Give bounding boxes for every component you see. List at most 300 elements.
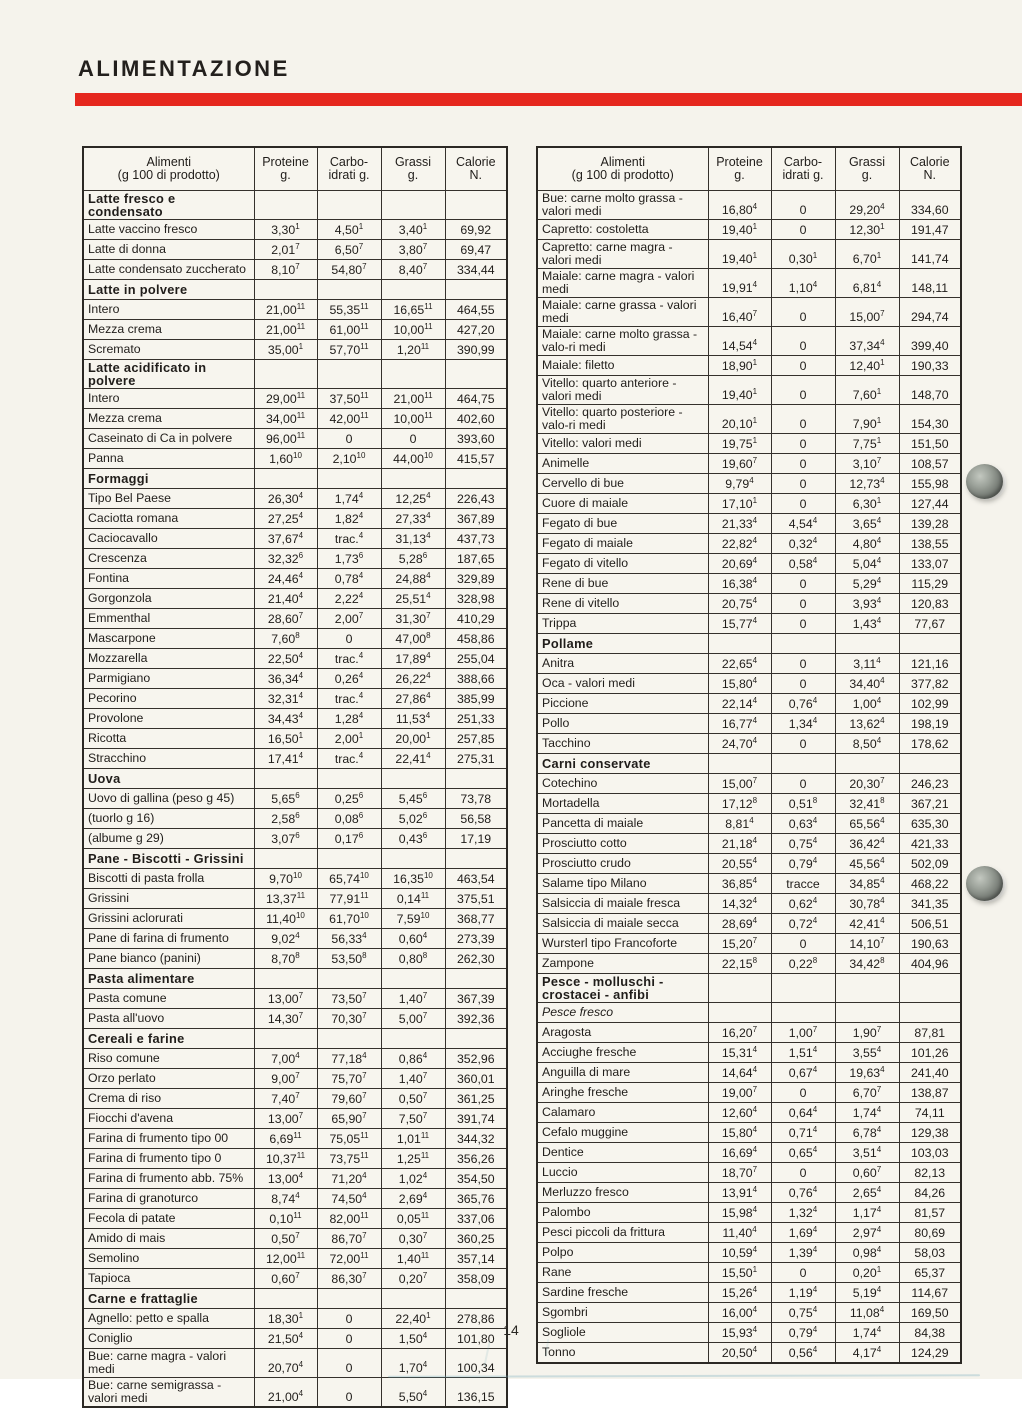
footnote-marker: 4 — [812, 855, 818, 865]
calories-cell: 275,31 — [445, 749, 507, 769]
footnote-marker: 10 — [295, 910, 305, 920]
footnote-marker: 1 — [876, 415, 882, 425]
footnote-marker: 4 — [812, 1104, 818, 1114]
section-label-cell: Pesce - molluschi - crostacei - anfibi — [537, 974, 708, 1003]
footnote-marker: 7 — [876, 1084, 882, 1094]
food-name-cell: Maiale: carne grassa - valori medi — [537, 298, 708, 327]
table-row — [83, 589, 507, 609]
table-row — [83, 829, 507, 849]
footnote-marker: 4 — [752, 1324, 758, 1334]
fat-cell: 1,70$^4$ — [381, 1349, 445, 1378]
calories-cell: 108,57 — [899, 454, 961, 474]
empty-cell — [899, 754, 961, 774]
food-name-cell: Polpo — [537, 1243, 708, 1263]
footnote-marker: 4 — [880, 201, 885, 211]
footnote-marker: 4 — [426, 690, 431, 700]
protein-cell: 3,07$^6$ — [254, 829, 317, 849]
footnote-marker: 1 — [422, 221, 428, 231]
fat-cell: 1,40$^7$ — [381, 989, 445, 1009]
food-name-cell: Fiocchi d'avena — [83, 1109, 254, 1129]
protein-cell: 9,70$^{10}$ — [254, 869, 317, 889]
carbs-cell: 0,25$^6$ — [317, 789, 381, 809]
fat-cell: 4,80$^4$ — [835, 534, 899, 554]
protein-cell: 7,60$^8$ — [254, 629, 317, 649]
footnote-marker: 7 — [358, 241, 364, 251]
food-name-cell: Vitello: valori medi — [537, 434, 708, 454]
footnote-marker: 7 — [362, 1270, 367, 1280]
fat-cell: 20,00$^1$ — [381, 729, 445, 749]
food-name-cell: Riso comune — [83, 1049, 254, 1069]
footnote-marker: 4 — [876, 1144, 882, 1154]
table-row — [83, 889, 507, 909]
footnote-marker: 1 — [426, 730, 431, 740]
protein-cell: 34,43$^4$ — [254, 709, 317, 729]
footnote-marker: 4 — [358, 490, 364, 500]
table-row — [537, 1063, 961, 1083]
food-name-cell: Caciocavallo — [83, 529, 254, 549]
empty-cell — [771, 634, 835, 654]
column-header: Calorie N. — [899, 147, 961, 191]
fat-cell: 11,08$^4$ — [835, 1303, 899, 1323]
calories-cell: 468,22 — [899, 874, 961, 894]
carbs-cell: 0 — [317, 629, 381, 649]
table-row — [537, 1243, 961, 1263]
calories-cell: 69,47 — [445, 240, 507, 260]
footnote-marker: 1 — [880, 357, 885, 367]
table-row — [537, 327, 961, 356]
carbs-cell: 61,00$^{11}$ — [317, 320, 381, 340]
food-name-cell: Vitello: quarto posteriore - valo-ri medi — [537, 405, 708, 434]
calories-cell: 226,43 — [445, 489, 507, 509]
fat-cell: 17,89$^4$ — [381, 649, 445, 669]
fat-cell: 30,78$^4$ — [835, 894, 899, 914]
footnote-marker: 11 — [424, 321, 433, 331]
table-section-row — [83, 1289, 507, 1309]
fat-cell: 5,02$^6$ — [381, 809, 445, 829]
empty-cell — [254, 191, 317, 220]
fat-cell: 0,60$^4$ — [381, 929, 445, 949]
carbs-cell: 61,70$^{10}$ — [317, 909, 381, 929]
fat-cell: 3,11$^4$ — [835, 654, 899, 674]
calories-cell: 360,25 — [445, 1229, 507, 1249]
protein-cell: 14,32$^4$ — [708, 894, 771, 914]
protein-cell: 19,40$^1$ — [708, 240, 771, 269]
carbs-cell: 86,30$^7$ — [317, 1269, 381, 1289]
footnote-marker: 4 — [422, 1330, 428, 1340]
calories-cell: 101,26 — [899, 1043, 961, 1063]
column-header: Carbo- idrati g. — [771, 147, 835, 191]
carbs-cell: 1,73$^6$ — [317, 549, 381, 569]
calories-cell: 81,57 — [899, 1203, 961, 1223]
food-name-cell: Sardine fresche — [537, 1283, 708, 1303]
calories-cell: 392,36 — [445, 1009, 507, 1029]
table-row — [83, 1069, 507, 1089]
calories-cell: 358,09 — [445, 1269, 507, 1289]
carbs-cell: 0 — [771, 220, 835, 240]
fat-cell: 8,40$^7$ — [381, 260, 445, 280]
fat-cell: 0,60$^7$ — [835, 1163, 899, 1183]
carbs-cell: 0,78$^4$ — [317, 569, 381, 589]
empty-cell — [771, 974, 835, 1003]
fat-cell: 0,30$^7$ — [381, 1229, 445, 1249]
fat-cell: 3,93$^4$ — [835, 594, 899, 614]
footnote-marker: 4 — [752, 1044, 758, 1054]
protein-cell: 13,37$^{11}$ — [254, 889, 317, 909]
footnote-marker: 4 — [752, 575, 758, 585]
fat-cell: 47,00$^8$ — [381, 629, 445, 649]
table-row — [537, 376, 961, 405]
table-section-row — [83, 280, 507, 300]
footnote-marker: 7 — [752, 775, 758, 785]
table-row — [537, 405, 961, 434]
column-header: Carbo- idrati g. — [317, 147, 381, 191]
empty-cell — [899, 634, 961, 654]
fat-cell: 0,86$^4$ — [381, 1049, 445, 1069]
fat-cell: 12,25$^4$ — [381, 489, 445, 509]
footnote-marker: 4 — [876, 575, 882, 585]
table-header-row — [83, 147, 507, 191]
calories-cell: 82,13 — [899, 1163, 961, 1183]
protein-cell: 20,10$^1$ — [708, 405, 771, 434]
carbs-cell: 1,39$^4$ — [771, 1243, 835, 1263]
fat-cell: 1,25$^{11}$ — [381, 1149, 445, 1169]
footnote-marker: 11 — [360, 1130, 369, 1140]
protein-cell: 16,50$^1$ — [254, 729, 317, 749]
calories-cell: 368,77 — [445, 909, 507, 929]
footnote-marker: 4 — [752, 615, 758, 625]
empty-cell — [317, 280, 381, 300]
food-name-cell: (albume g 29) — [83, 829, 254, 849]
carbs-cell: 0,75$^4$ — [771, 834, 835, 854]
protein-cell: 27,25$^4$ — [254, 509, 317, 529]
calories-cell: 129,38 — [899, 1123, 961, 1143]
footnote-marker: 4 — [426, 570, 431, 580]
calories-cell: 375,51 — [445, 889, 507, 909]
calories-cell: 367,21 — [899, 794, 961, 814]
table-row — [83, 1378, 507, 1408]
footnote-marker: 4 — [812, 815, 818, 825]
footnote-marker: 4 — [752, 535, 758, 545]
footnote-marker: 4 — [358, 590, 364, 600]
table-row — [83, 240, 507, 260]
calories-cell: 337,06 — [445, 1209, 507, 1229]
footnote-marker: 7 — [812, 1024, 818, 1034]
footnote-marker: 11 — [424, 390, 433, 400]
footnote-marker: 4 — [752, 1104, 758, 1114]
table-row — [537, 474, 961, 494]
carbs-cell: 73,75$^{11}$ — [317, 1149, 381, 1169]
footnote-marker: 11 — [360, 321, 369, 331]
empty-cell — [381, 849, 445, 869]
footnote-marker: 4 — [298, 490, 304, 500]
protein-cell: 12,60$^4$ — [708, 1103, 771, 1123]
table-row — [537, 614, 961, 634]
fat-cell: 34,85$^4$ — [835, 874, 899, 894]
footnote-marker: 11 — [360, 1150, 369, 1160]
food-name-cell: Zampone — [537, 954, 708, 974]
fat-cell: 1,43$^4$ — [835, 614, 899, 634]
table-row — [537, 534, 961, 554]
food-name-cell: Aringhe fresche — [537, 1083, 708, 1103]
protein-cell: 17,12$^8$ — [708, 794, 771, 814]
protein-cell: 18,70$^7$ — [708, 1163, 771, 1183]
food-name-cell: Scremato — [83, 340, 254, 360]
table-row — [83, 569, 507, 589]
footnote-marker: 7 — [880, 308, 885, 318]
calories-cell: 437,73 — [445, 529, 507, 549]
protein-cell: 19,60$^7$ — [708, 454, 771, 474]
fat-cell: 10,00$^{11}$ — [381, 409, 445, 429]
section-label-cell: Carni conservate — [537, 754, 708, 774]
food-name-cell: Amido di mais — [83, 1229, 254, 1249]
table-row — [83, 1169, 507, 1189]
carbs-cell: 72,00$^{11}$ — [317, 1249, 381, 1269]
table-row — [537, 494, 961, 514]
calories-cell: 257,85 — [445, 729, 507, 749]
table-row — [83, 340, 507, 360]
carbs-cell: 0 — [317, 1309, 381, 1329]
table-row — [83, 529, 507, 549]
footnote-marker: 4 — [812, 1284, 818, 1294]
empty-cell — [381, 769, 445, 789]
fat-cell: 16,65$^{11}$ — [381, 300, 445, 320]
footnote-marker: 4 — [752, 675, 758, 685]
food-name-cell: Oca - valori medi — [537, 674, 708, 694]
fat-cell: 34,40$^4$ — [835, 674, 899, 694]
food-name-cell: Pane di farina di frumento — [83, 929, 254, 949]
empty-cell — [445, 191, 507, 220]
food-name-cell: Bue: carne magra - valori medi — [83, 1349, 254, 1378]
footnote-marker: 6 — [295, 830, 300, 840]
footnote-marker: 7 — [422, 261, 428, 271]
footnote-marker: 4 — [880, 475, 885, 485]
carbs-cell: 0 — [771, 454, 835, 474]
calories-cell: 154,30 — [899, 405, 961, 434]
food-name-cell: Pancetta di maiale — [537, 814, 708, 834]
protein-cell: 18,30$^1$ — [254, 1309, 317, 1329]
footnote-marker: 8 — [880, 795, 885, 805]
calories-cell: 365,76 — [445, 1189, 507, 1209]
fat-cell: 5,45$^6$ — [381, 789, 445, 809]
footnote-marker: 4 — [812, 515, 818, 525]
protein-cell: 1,60$^{10}$ — [254, 449, 317, 469]
carbs-cell: 0,79$^4$ — [771, 1323, 835, 1343]
table-section-row — [83, 769, 507, 789]
footnote-marker: 4 — [749, 475, 754, 485]
food-name-cell: Wursterl tipo Francoforte — [537, 934, 708, 954]
footnote-marker: 4 — [880, 915, 885, 925]
table-row — [537, 734, 961, 754]
protein-cell: 32,32$^6$ — [254, 549, 317, 569]
footnote-marker: 11 — [296, 301, 306, 311]
protein-cell: 36,85$^4$ — [708, 874, 771, 894]
carbs-cell: 0,32$^4$ — [771, 534, 835, 554]
protein-cell: 29,00$^{11}$ — [254, 389, 317, 409]
empty-cell — [835, 974, 899, 1003]
binder-rivet-bottom-icon — [966, 866, 1003, 901]
fat-cell: 0,43$^6$ — [381, 829, 445, 849]
footnote-marker: 11 — [296, 1150, 306, 1160]
carbs-cell: 0 — [771, 356, 835, 376]
nutrition-table-right — [536, 146, 962, 1364]
footnote-marker: 4 — [752, 1284, 758, 1294]
protein-cell: 17,10$^1$ — [708, 494, 771, 514]
fat-cell: 2,69$^4$ — [381, 1189, 445, 1209]
fat-cell: 1,74$^4$ — [835, 1323, 899, 1343]
carbs-cell: 73,50$^7$ — [317, 989, 381, 1009]
protein-cell: 21,50$^4$ — [254, 1329, 317, 1349]
protein-cell: 15,26$^4$ — [708, 1283, 771, 1303]
food-name-cell: Fontina — [83, 569, 254, 589]
section-label-cell: Carne e frattaglie — [83, 1289, 254, 1309]
table-row — [537, 1023, 961, 1043]
table-row — [83, 1149, 507, 1169]
food-name-cell: Bue: carne semigrassa - valori medi — [83, 1378, 254, 1408]
table-section-row — [83, 360, 507, 389]
calories-cell: 102,99 — [899, 694, 961, 714]
fat-cell: 5,28$^6$ — [381, 549, 445, 569]
footnote-marker: 4 — [752, 595, 758, 605]
food-name-cell: Farina di frumento abb. 75% — [83, 1169, 254, 1189]
carbs-cell: 77,18$^4$ — [317, 1049, 381, 1069]
fat-cell: 5,19$^4$ — [835, 1283, 899, 1303]
protein-cell: 19,91$^4$ — [708, 269, 771, 298]
protein-cell: 16,69$^4$ — [708, 1143, 771, 1163]
food-name-cell: Orzo perlato — [83, 1069, 254, 1089]
footnote-marker: 4 — [876, 279, 882, 289]
empty-cell — [445, 280, 507, 300]
footnote-marker: 7 — [362, 261, 367, 271]
protein-cell: 16,20$^7$ — [708, 1023, 771, 1043]
table-row — [537, 574, 961, 594]
carbs-cell: 53,50$^8$ — [317, 949, 381, 969]
footnote-marker: 1 — [752, 495, 758, 505]
footnote-marker: 10 — [423, 870, 433, 880]
protein-cell: 26,30$^4$ — [254, 489, 317, 509]
fat-cell: 2,65$^4$ — [835, 1183, 899, 1203]
fat-cell: 65,56$^4$ — [835, 814, 899, 834]
food-name-cell: Aragosta — [537, 1023, 708, 1043]
food-name-cell: Sogliole — [537, 1323, 708, 1343]
fat-cell: 7,90$^1$ — [835, 405, 899, 434]
fat-cell: 1,40$^7$ — [381, 1069, 445, 1089]
footnote-marker: 4 — [752, 515, 758, 525]
footnote-marker: 4 — [876, 1324, 882, 1334]
food-name-cell: Piccione — [537, 694, 708, 714]
footnote-marker: 4 — [425, 710, 431, 720]
fat-cell: 10,00$^{11}$ — [381, 320, 445, 340]
footnote-marker: 4 — [752, 1244, 758, 1254]
table-row — [537, 1203, 961, 1223]
fat-cell: 15,00$^7$ — [835, 298, 899, 327]
footnote-marker: 4 — [362, 930, 367, 940]
table-section-row — [83, 849, 507, 869]
protein-cell: 15,31$^4$ — [708, 1043, 771, 1063]
carbs-cell: 1,32$^4$ — [771, 1203, 835, 1223]
footnote-marker: 4 — [876, 515, 882, 525]
carbs-cell: 55,35$^{11}$ — [317, 300, 381, 320]
fat-cell: 16,35$^{10}$ — [381, 869, 445, 889]
calories-cell: 190,63 — [899, 934, 961, 954]
footnote-marker: 7 — [362, 1230, 367, 1240]
protein-cell: 6,69$^{11}$ — [254, 1129, 317, 1149]
footnote-marker: 7 — [422, 241, 428, 251]
fat-cell: 22,40$^1$ — [381, 1309, 445, 1329]
food-name-cell: Caciotta romana — [83, 509, 254, 529]
carbs-cell: 37,50$^{11}$ — [317, 389, 381, 409]
footnote-marker: 6 — [358, 810, 364, 820]
protein-cell: 0,10$^{11}$ — [254, 1209, 317, 1229]
table-row — [83, 749, 507, 769]
fat-cell: 32,41$^8$ — [835, 794, 899, 814]
footnote-marker: 4 — [812, 279, 818, 289]
carbs-cell: 0,63$^4$ — [771, 814, 835, 834]
footnote-marker: 7 — [880, 775, 885, 785]
footnote-marker: 4 — [752, 1064, 758, 1074]
protein-cell: 11,40$^{10}$ — [254, 909, 317, 929]
fat-cell: 34,42$^8$ — [835, 954, 899, 974]
footnote-marker: 4 — [752, 337, 758, 347]
footnote-marker: 1 — [876, 386, 882, 396]
calories-cell: 273,39 — [445, 929, 507, 949]
carbs-cell: 4,54$^4$ — [771, 514, 835, 534]
footnote-marker: 1 — [876, 1264, 882, 1274]
fat-cell: 24,88$^4$ — [381, 569, 445, 589]
empty-cell — [317, 1029, 381, 1049]
footnote-marker: 4 — [752, 555, 758, 565]
footnote-marker: 4 — [876, 595, 882, 605]
food-name-cell: Maiale: filetto — [537, 356, 708, 376]
footnote-marker: 4 — [880, 337, 885, 347]
fat-cell: 31,30$^7$ — [381, 609, 445, 629]
footnote-marker: 4 — [880, 835, 885, 845]
carbs-cell: 0,75$^4$ — [771, 1303, 835, 1323]
protein-cell: 18,90$^1$ — [708, 356, 771, 376]
footnote-marker: 7 — [295, 1090, 300, 1100]
protein-cell: 0,60$^7$ — [254, 1269, 317, 1289]
protein-cell: 20,55$^4$ — [708, 854, 771, 874]
footnote-marker: 4 — [812, 555, 818, 565]
food-name-cell: Salame tipo Milano — [537, 874, 708, 894]
fat-cell: 36,42$^4$ — [835, 834, 899, 854]
calories-cell: 100,34 — [445, 1349, 507, 1378]
empty-cell — [317, 969, 381, 989]
footnote-marker: 1 — [880, 221, 885, 231]
carbs-cell: 0 — [771, 405, 835, 434]
protein-cell: 20,50$^4$ — [708, 1343, 771, 1364]
protein-cell: 12,00$^{11}$ — [254, 1249, 317, 1269]
food-name-cell: Farina di frumento tipo 00 — [83, 1129, 254, 1149]
protein-cell: 21,00$^{11}$ — [254, 320, 317, 340]
food-name-cell: Pesci piccoli da frittura — [537, 1223, 708, 1243]
empty-cell — [445, 969, 507, 989]
calories-cell: 84,26 — [899, 1183, 961, 1203]
calories-cell: 124,29 — [899, 1343, 961, 1364]
calories-cell: 421,33 — [899, 834, 961, 854]
food-name-cell: Fegato di vitello — [537, 554, 708, 574]
calories-cell: 148,11 — [899, 269, 961, 298]
footnote-marker: 7 — [426, 610, 431, 620]
footnote-marker: 4 — [876, 615, 882, 625]
footnote-marker: 4 — [749, 815, 754, 825]
table-row — [83, 809, 507, 829]
footnote-marker: 6 — [422, 810, 428, 820]
carbs-cell: trac.$^4$ — [317, 649, 381, 669]
food-name-cell: Prosciutto crudo — [537, 854, 708, 874]
protein-cell: 3,30$^1$ — [254, 220, 317, 240]
footnote-marker: 7 — [876, 455, 882, 465]
calories-cell: 334,44 — [445, 260, 507, 280]
